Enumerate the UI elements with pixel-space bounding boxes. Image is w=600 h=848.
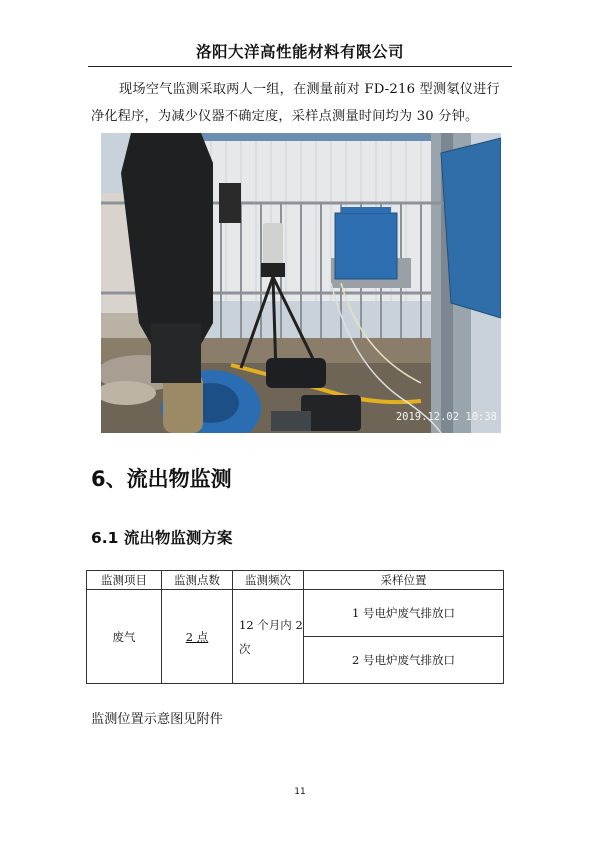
photo-timestamp: 2019.12.02 10:38	[395, 411, 497, 423]
header-divider	[88, 66, 512, 67]
field-monitoring-photo	[101, 133, 501, 433]
header-cell-frequency: 监测频次	[233, 571, 304, 590]
attachment-note: 监测位置示意图见附件	[91, 712, 223, 727]
cell-location-2: 2 号电炉废气排放口	[304, 637, 504, 684]
cell-points	[162, 590, 233, 684]
header-cell-points: 监测点数	[162, 571, 233, 590]
cell-location-1: 1 号电炉废气排放口	[304, 590, 504, 637]
company-header: 洛阳大洋高性能材料有限公司	[195, 43, 404, 61]
section-title: 6、流出物监测	[91, 467, 232, 491]
page-number: 11	[294, 787, 306, 797]
header-cell-item: 监测项目	[87, 571, 162, 590]
subsection-title: 6.1 流出物监测方案	[91, 529, 233, 547]
intro-line-2: 净化程序，为减少仪器不确定度，采样点测量时间均为 30 分钟。	[91, 109, 479, 124]
intro-paragraph	[91, 76, 511, 130]
intro-line-1: 现场空气监测采取两人一组，在测量前对 FD-216 型测氡仪进行	[119, 82, 500, 97]
cell-item: 废气	[87, 590, 162, 684]
header-cell-location: 采样位置	[304, 571, 504, 590]
cell-frequency: 12 个月内 2 次	[233, 590, 304, 684]
monitoring-plan-table	[86, 570, 504, 684]
points-value: 2 点	[185, 629, 209, 644]
